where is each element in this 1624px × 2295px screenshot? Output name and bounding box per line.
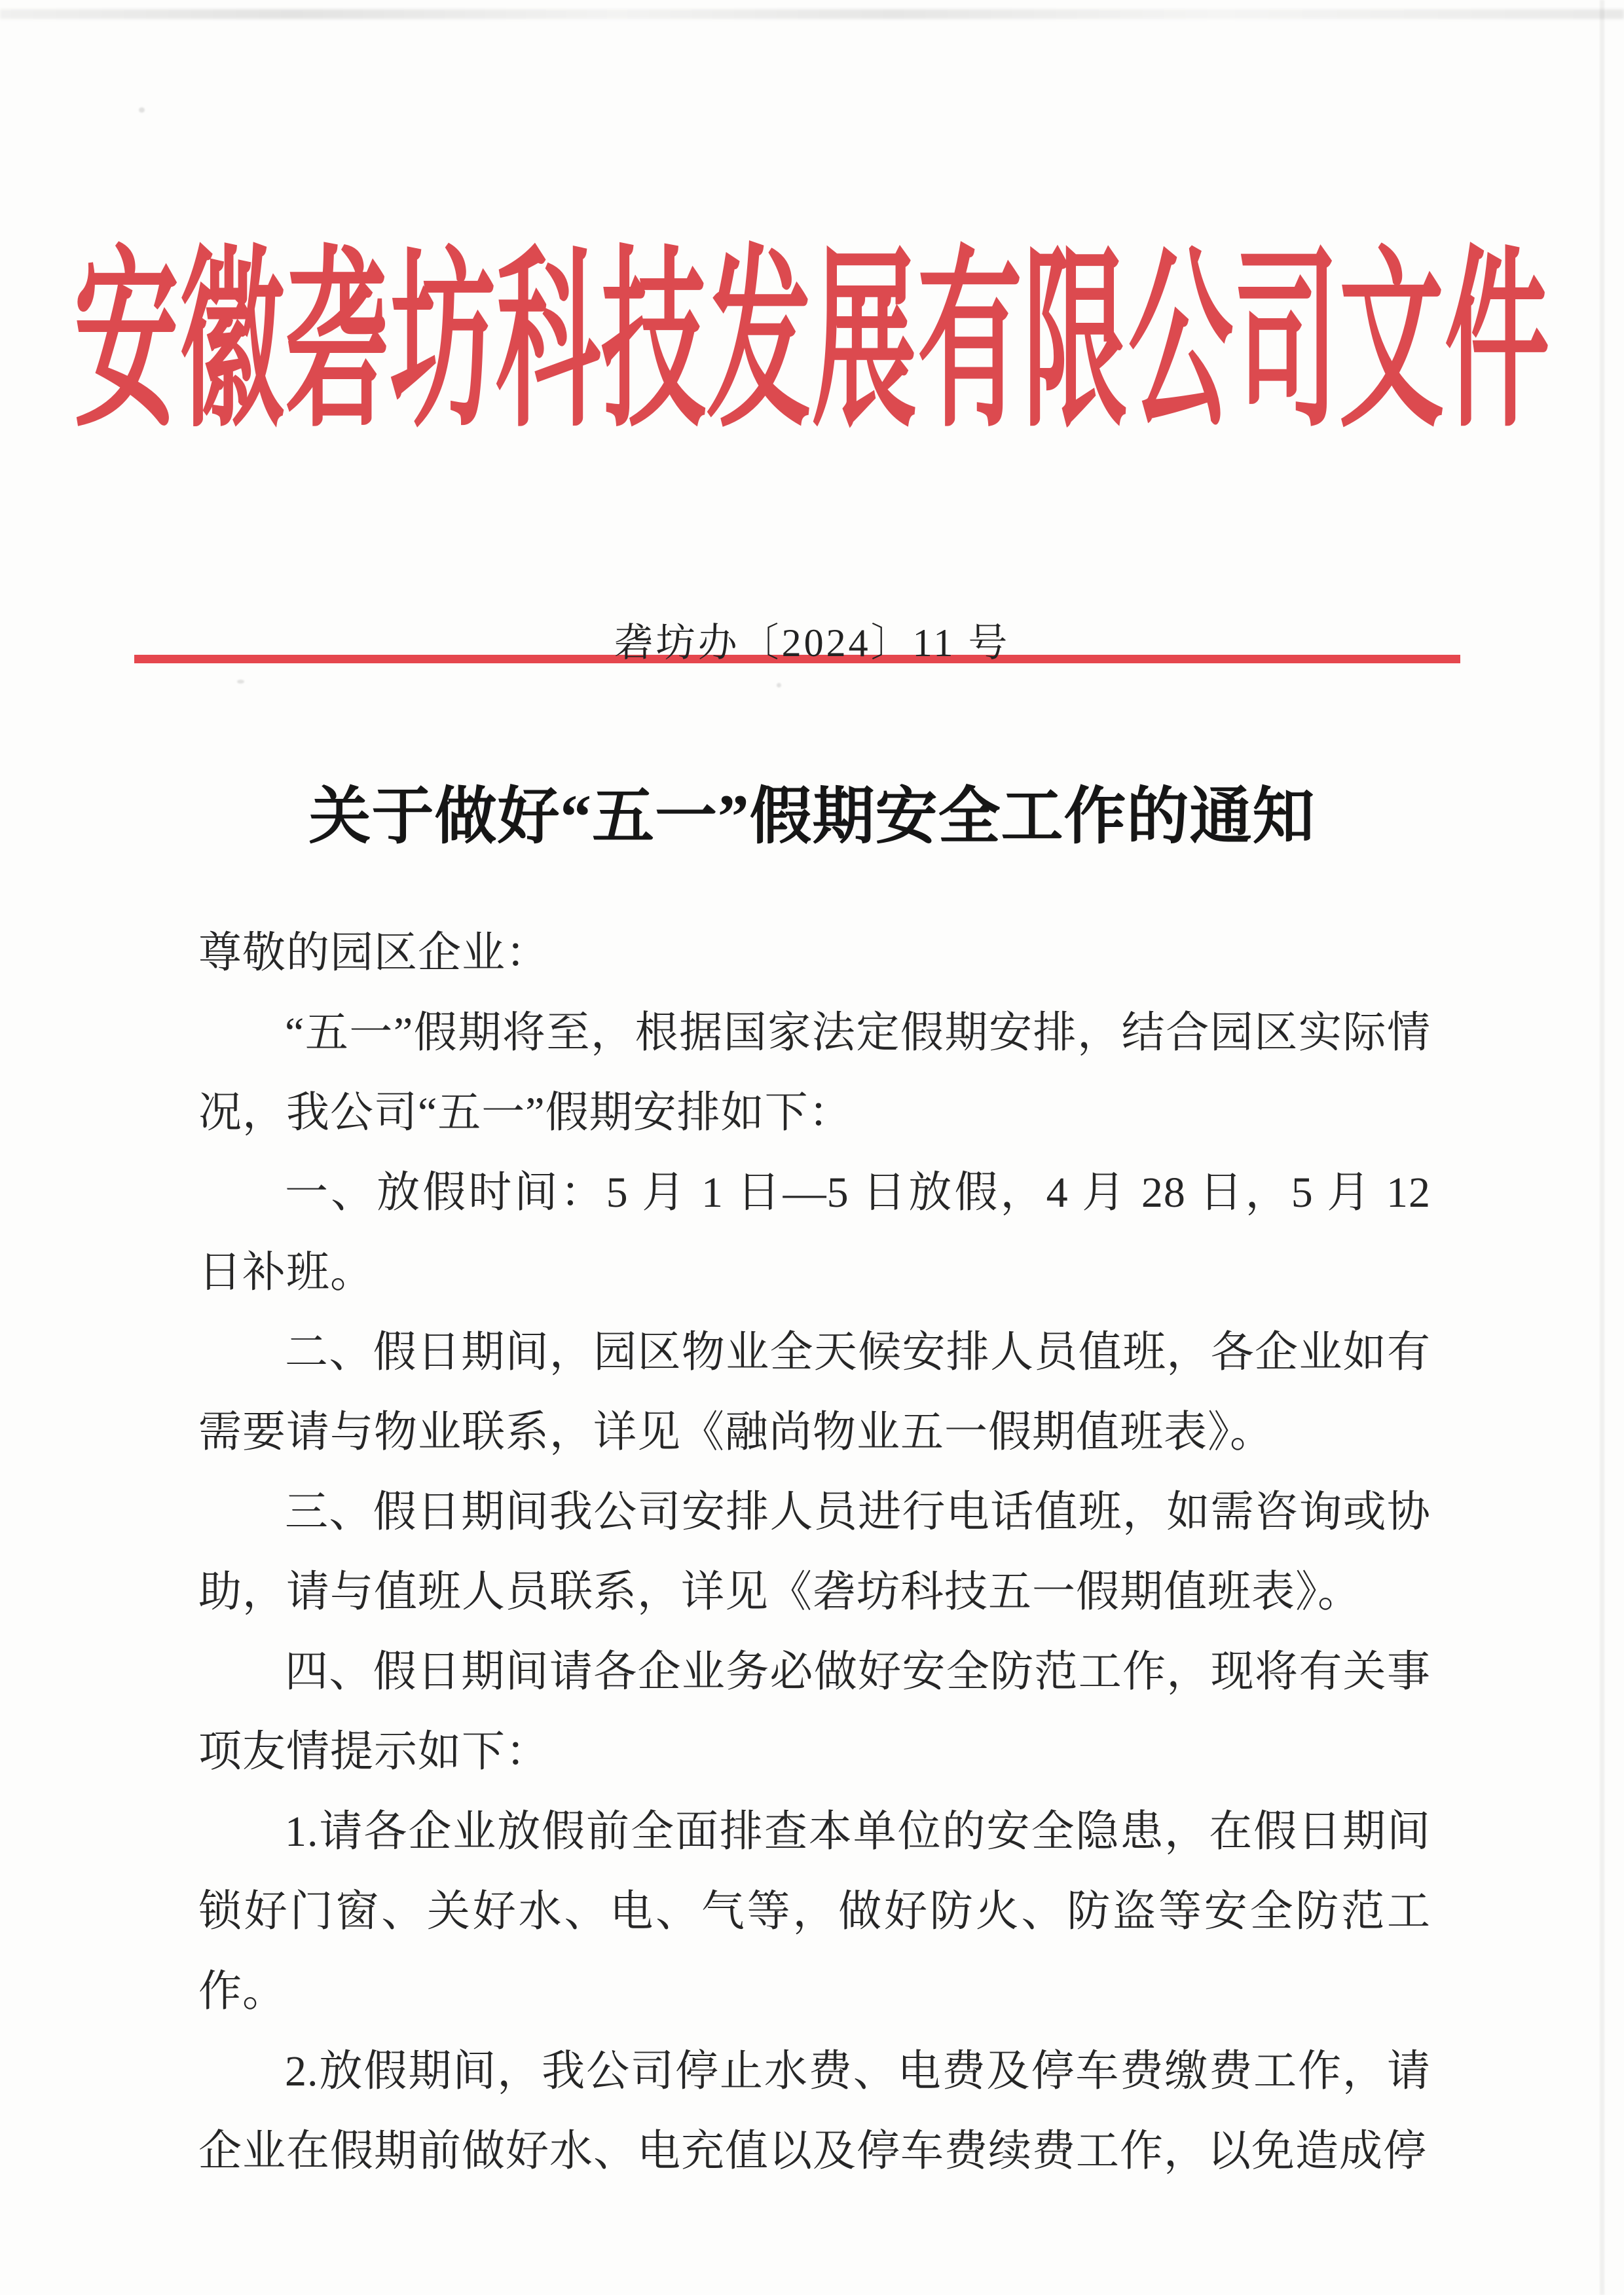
document-number: 砻坊办〔2024〕11 号 <box>614 621 1010 665</box>
notice-title: 关于做好“五一”假期安全工作的通知 <box>308 782 1316 851</box>
body-paragraph: 三、假日期间我公司安排人员进行电话值班，如需咨询或协助，请与值班人员联系，详见《砻坊科技五一假期值班表》。 <box>198 1488 1431 1616</box>
company-letterhead-title: 安徽砻坊科技发展有限公司文件 <box>73 234 1550 450</box>
body-paragraph: 二、假日期间，园区物业全天候安排人员值班，各企业如有需要请与物业联系，详见《融尚物业五一假期值班表》。 <box>198 1329 1431 1456</box>
body-paragraph: “五一”假期将至，根据国家法定假期安排，结合园区实际情况，我公司“五一”假期安排如下： <box>198 1009 1431 1137</box>
scan-speck <box>139 107 145 113</box>
body-paragraph: 一、放假时间：5 月 1 日—5 日放假，4 月 28 日，5 月 12 日补班。 <box>198 1169 1431 1296</box>
body-paragraph: 1.请各企业放假前全面排查本单位的安全隐患，在假日期间锁好门窗、关好水、电、气等，做好防火、防盗等安全防范工作。 <box>198 1808 1431 2015</box>
letterhead <box>0 234 1624 450</box>
body-paragraph: 四、假日期间请各企业务必做好安全防范工作，现将有关事项友情提示如下： <box>198 1648 1431 1776</box>
scan-edge-artifact-top <box>0 9 1624 19</box>
scan-speck <box>777 683 781 688</box>
body-paragraph: 2.放假期间，我公司停止水费、电费及停车费缴费工作，请企业在假期前做好水、电充值以及停车费续费工作，以免造成停 <box>198 2047 1431 2175</box>
notice-body <box>198 913 1431 2192</box>
salutation: 尊敬的园区企业： <box>198 929 549 977</box>
scan-speck <box>237 680 244 684</box>
